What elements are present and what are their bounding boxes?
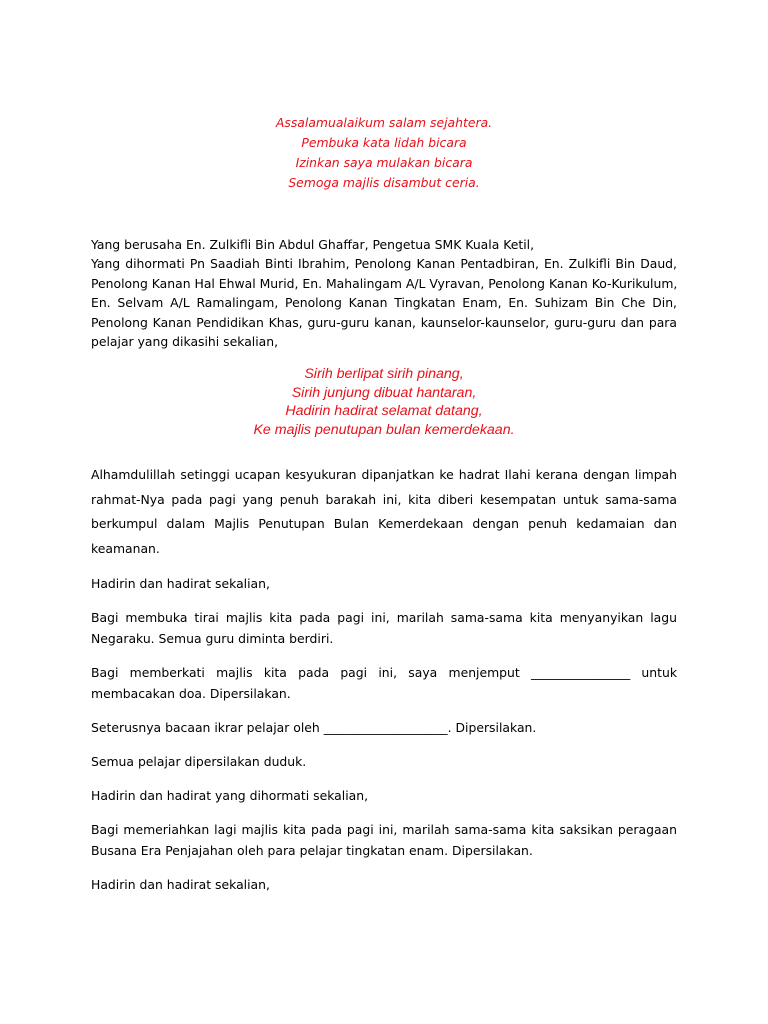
paragraph-fashion-show <box>91 819 677 861</box>
opening-pantun <box>91 113 677 193</box>
paragraph-line: Hadirin dan hadirat sekalian, <box>91 877 270 893</box>
paragraph-salutation-honoured <box>91 785 677 806</box>
paragraph-line: Negaraku. Semua guru diminta berdiri. <box>91 631 334 647</box>
greeting-line: Yang dihormati Pn Saadiah Binti Ibrahim, Penolong Kanan Pentadbiran, En. Zulkifli Bin Daud, <box>91 256 677 272</box>
greeting-line: Penolong Kanan Pendidikan Khas, guru-guru kanan, kaunselor-kaunselor, guru-guru dan para <box>91 314 677 330</box>
paragraph-line: Bagi membuka tirai majlis kita pada pagi ini, marilah sama-sama kita menyanyikan lagu <box>91 610 677 626</box>
paragraph-line: Seterusnya bacaan ikrar pelajar oleh ____________________. Dipersilakan. <box>91 720 537 736</box>
pantun-line: Assalamualaikum salam sejahtera. <box>275 115 493 130</box>
paragraph-salutation-closing <box>91 874 677 895</box>
paragraph-line: rahmat-Nya pada pagi yang penuh barakah ini, kita diberi kesempatan untuk sama-sama <box>91 491 677 507</box>
greeting-line: Yang berusaha En. Zulkifli Bin Abdul Ghaffar, Pengetua SMK Kuala Ketil, <box>91 237 535 252</box>
document-page <box>91 112 677 908</box>
paragraph-line: Bagi memeriahkan lagi majlis kita pada pagi ini, marilah sama-sama kita saksikan peragaan <box>91 822 677 838</box>
greeting-line: Penolong Kanan Hal Ehwal Murid, En. Mahalingam A/L Vyravan, Penolong Kanan Ko-Kurikulum, <box>91 275 678 291</box>
paragraph-line: Semua pelajar dipersilakan duduk. <box>91 754 307 770</box>
paragraph-line: Hadirin dan hadirat yang dihormati sekalian, <box>91 788 369 804</box>
pantun-line: Sirih berlipat sirih pinang, <box>304 366 464 383</box>
pantun-line: Semoga majlis disambut ceria. <box>288 175 480 190</box>
paragraph-line: Hadirin dan hadirat sekalian, <box>91 576 270 592</box>
paragraph-prayer <box>91 662 677 704</box>
paragraph-line: berkumpul dalam Majlis Penutupan Bulan Kemerdekaan dengan penuh kedamaian dan <box>91 516 677 532</box>
paragraph-line: membacakan doa. Dipersilakan. <box>91 686 291 702</box>
greeting-line: pelajar yang dikasihi sekalian, <box>91 334 279 350</box>
welcome-pantun <box>91 365 677 439</box>
pantun-line: Sirih junjung dibuat hantaran, <box>291 384 477 401</box>
pantun-line: Pembuka kata lidah bicara <box>301 135 467 150</box>
paragraph-line: Bagi memberkati majlis kita pada pagi ini, saya menjemput ________________ untuk <box>91 665 677 681</box>
greeting-paragraph <box>91 235 677 351</box>
paragraph-anthem <box>91 607 677 649</box>
paragraph-line: keamanan. <box>91 540 160 556</box>
paragraph-opening-thanks <box>91 463 677 561</box>
paragraph-line: Busana Era Penjajahan oleh para pelajar tingkatan enam. Dipersilakan. <box>91 843 533 859</box>
paragraph-seated <box>91 751 677 772</box>
pantun-line: Hadirin hadirat selamat datang, <box>285 403 483 420</box>
paragraph-line: Alhamdulillah setinggi ucapan kesyukuran dipanjatkan ke hadrat Ilahi kerana dengan limpah <box>91 467 677 483</box>
pantun-line: Ke majlis penutupan bulan kemerdekaan. <box>253 421 515 438</box>
paragraph-pledge <box>91 717 677 738</box>
greeting-line: En. Selvam A/L Ramalingam, Penolong Kanan Tingkatan Enam, En. Suhizam Bin Che Din, <box>91 295 677 311</box>
paragraph-salutation <box>91 573 677 594</box>
pantun-line: Izinkan saya mulakan bicara <box>295 155 473 170</box>
